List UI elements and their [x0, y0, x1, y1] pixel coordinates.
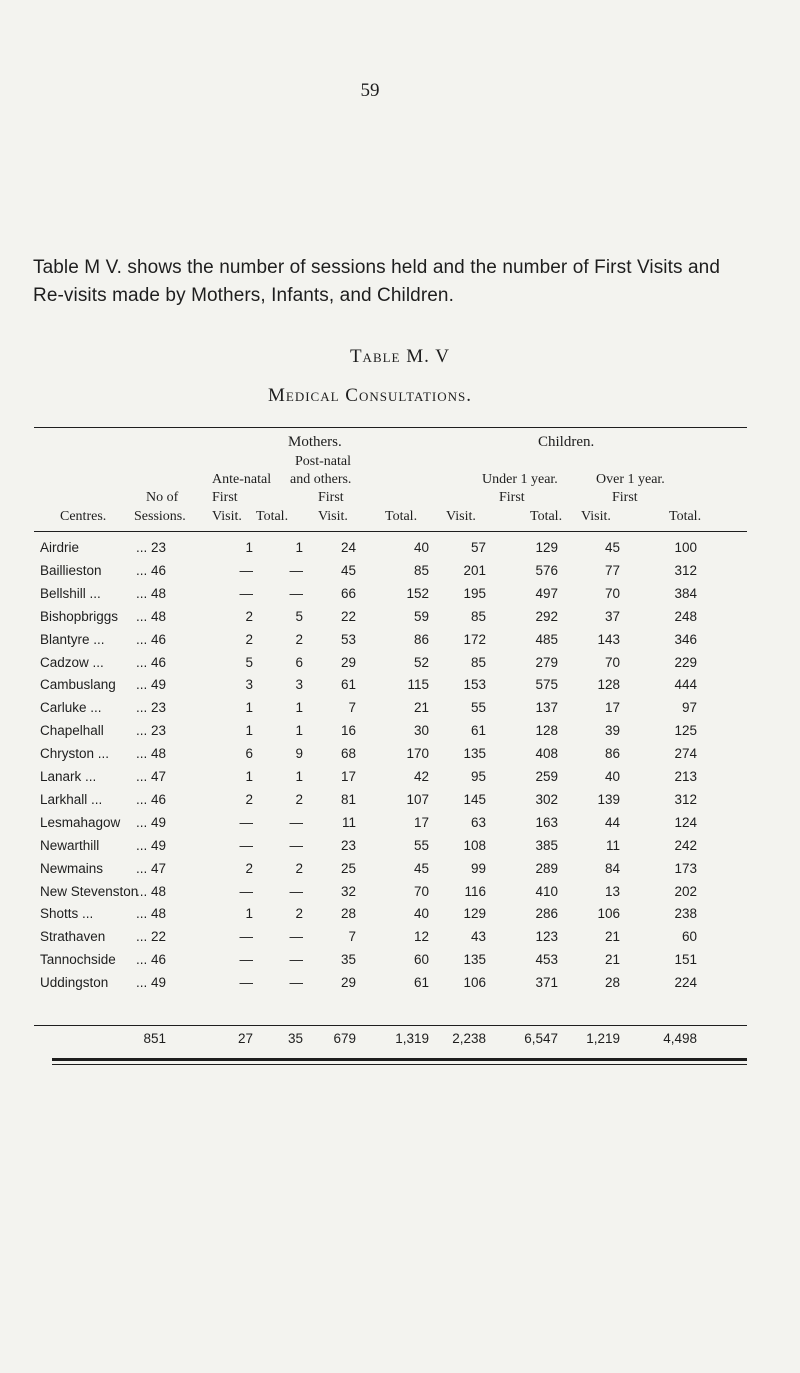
- centre-name: Bellshill ...: [40, 585, 101, 601]
- leader-dots: ...: [136, 975, 148, 991]
- cell-post-total: 59: [413, 608, 429, 624]
- header-post-natal: Post-natal: [295, 454, 351, 469]
- header-ante-natal: Ante-natal: [212, 472, 272, 487]
- header-centres: Centres.: [60, 509, 107, 524]
- header-and-others: and others.: [290, 472, 352, 487]
- cell-under-first: 61: [470, 723, 486, 739]
- total-ante-total: 35: [287, 1031, 303, 1046]
- cell-post-first: 24: [340, 540, 356, 555]
- cell-sessions: 47: [150, 769, 166, 784]
- cell-over-total: 248: [674, 608, 697, 624]
- cell-over-first: 21: [604, 952, 620, 968]
- leader-dots: ...: [136, 700, 148, 716]
- centre-name: Shotts ...: [40, 906, 94, 922]
- cell-ante-first: —: [239, 814, 253, 830]
- total-under-first: 2,238: [452, 1031, 486, 1046]
- cell-under-first: 135: [463, 952, 486, 968]
- cell-post-first: 7: [348, 929, 356, 945]
- cell-ante-first: 2: [245, 860, 253, 876]
- cell-sessions: 48: [150, 906, 166, 922]
- cell-under-total: 453: [535, 952, 558, 968]
- leader-dots: ...: [136, 540, 148, 555]
- cell-over-first: 11: [605, 837, 620, 853]
- cell-post-total: 17: [413, 814, 429, 830]
- cell-post-total: 170: [406, 746, 429, 762]
- leader-dots: ...: [136, 746, 148, 762]
- cell-post-first: 28: [340, 906, 356, 922]
- cell-under-total: 302: [535, 791, 558, 807]
- header-children: Children.: [538, 434, 595, 450]
- total-under-total: 6,547: [524, 1031, 558, 1046]
- header-total-post: Total.: [385, 509, 418, 524]
- cell-post-first: 22: [340, 608, 356, 624]
- table-row: [0, 700, 800, 722]
- centre-name: Uddingston: [40, 975, 109, 991]
- cell-ante-first: 2: [245, 631, 253, 647]
- header-first-over: First: [612, 490, 638, 505]
- header-no-of: No of: [146, 490, 179, 505]
- centre-name: Tannochside: [40, 952, 116, 968]
- cell-under-total: 129: [535, 540, 558, 555]
- leader-dots: ...: [136, 814, 148, 830]
- cell-under-total: 286: [535, 906, 558, 922]
- cell-over-total: 124: [674, 814, 697, 830]
- leader-dots: ...: [136, 837, 148, 853]
- cell-ante-total: 1: [295, 769, 303, 784]
- cell-over-total: 213: [674, 769, 697, 784]
- cell-post-first: 66: [340, 585, 356, 601]
- cell-under-first: 116: [464, 883, 486, 899]
- cell-post-first: 23: [340, 837, 356, 853]
- cell-post-total: 45: [413, 860, 429, 876]
- header-visit-ante: Visit.: [212, 509, 242, 524]
- cell-sessions: 46: [150, 654, 166, 670]
- cell-ante-first: 3: [245, 677, 253, 693]
- cell-ante-first: —: [239, 929, 253, 945]
- cell-ante-total: —: [289, 929, 303, 945]
- cell-ante-first: —: [239, 975, 253, 991]
- cell-post-total: 85: [413, 562, 429, 578]
- cell-over-total: 173: [674, 860, 697, 876]
- cell-over-total: 202: [674, 883, 697, 899]
- cell-post-total: 30: [413, 723, 429, 739]
- header-over-1-year: Over 1 year.: [596, 472, 665, 487]
- centre-name: Larkhall ...: [40, 791, 103, 807]
- cell-post-first: 61: [340, 677, 356, 693]
- table-row: [0, 975, 800, 997]
- cell-under-total: 385: [535, 837, 558, 853]
- cell-sessions: 46: [150, 791, 166, 807]
- cell-post-total: 21: [413, 700, 429, 716]
- cell-under-first: 55: [470, 700, 486, 716]
- cell-ante-total: 2: [295, 791, 303, 807]
- centre-name: Blantyre ...: [40, 631, 105, 647]
- table-row: [0, 792, 800, 814]
- centre-name: Chapelhall: [40, 723, 104, 739]
- cell-sessions: 23: [150, 540, 166, 555]
- leader-dots: ...: [136, 883, 148, 899]
- cell-post-total: 86: [413, 631, 429, 647]
- cell-under-first: 108: [463, 837, 486, 853]
- cell-over-total: 274: [674, 746, 697, 762]
- cell-ante-first: 6: [245, 746, 253, 762]
- cell-over-first: 28: [604, 975, 620, 991]
- leader-dots: ...: [136, 585, 148, 601]
- cell-over-total: 229: [674, 654, 697, 670]
- table-row: [0, 563, 800, 585]
- cell-under-total: 163: [535, 814, 558, 830]
- total-post-first: 679: [333, 1031, 356, 1046]
- cell-ante-total: 2: [295, 631, 303, 647]
- cell-sessions: 48: [150, 746, 166, 762]
- intro-paragraph: Table M V. shows the number of sessions held and the number of First Visits and Re-visits made by Mothers, Infants, and Children.: [33, 257, 720, 306]
- cell-ante-total: 9: [295, 746, 303, 762]
- cell-ante-total: —: [289, 952, 303, 968]
- table-row: [0, 586, 800, 608]
- cell-ante-total: 1: [295, 723, 303, 739]
- cell-ante-total: —: [289, 837, 303, 853]
- cell-under-first: 85: [470, 654, 486, 670]
- header-first-under: First: [499, 490, 525, 505]
- cell-ante-total: 2: [295, 906, 303, 922]
- cell-sessions: 46: [150, 631, 166, 647]
- cell-ante-first: 1: [245, 540, 253, 555]
- leader-dots: ...: [136, 631, 148, 647]
- cell-over-first: 106: [597, 906, 620, 922]
- cell-sessions: 49: [150, 814, 166, 830]
- header-visit-under: Visit.: [446, 509, 476, 524]
- header-total-under: Total.: [530, 509, 563, 524]
- table-header-rule: [34, 531, 747, 532]
- cell-under-first: 135: [463, 746, 486, 762]
- leader-dots: ...: [136, 791, 148, 807]
- cell-ante-total: —: [289, 562, 303, 578]
- table-row: [0, 677, 800, 699]
- total-post-total: 1,319: [395, 1031, 429, 1046]
- header-sessions: Sessions.: [134, 509, 186, 524]
- table-subtitle: Medical Consultations.: [268, 385, 472, 406]
- cell-ante-first: —: [239, 562, 253, 578]
- header-first-post: First: [318, 490, 344, 505]
- table-row: [0, 769, 800, 791]
- table-bottom-rule: [34, 1025, 747, 1026]
- cell-ante-first: —: [239, 585, 253, 601]
- centre-name: Newarthill: [40, 837, 100, 853]
- cell-sessions: 49: [150, 837, 166, 853]
- header-total-over: Total.: [669, 509, 702, 524]
- cell-ante-total: 2: [295, 860, 303, 876]
- header-total-ante: Total.: [256, 509, 289, 524]
- cell-ante-first: 5: [245, 654, 253, 670]
- cell-ante-total: 6: [295, 654, 303, 670]
- cell-over-total: 224: [674, 975, 697, 991]
- cell-over-total: 60: [681, 929, 697, 945]
- cell-post-first: 29: [340, 654, 356, 670]
- cell-over-total: 151: [674, 952, 697, 968]
- cell-under-total: 279: [535, 654, 558, 670]
- cell-under-total: 371: [535, 975, 558, 991]
- header-under-1-year: Under 1 year.: [482, 472, 558, 487]
- cell-under-total: 128: [535, 723, 558, 739]
- leader-dots: ...: [136, 929, 148, 945]
- table-row: [0, 929, 800, 951]
- cell-under-total: 408: [535, 746, 558, 762]
- cell-over-first: 86: [604, 746, 620, 762]
- cell-post-total: 61: [413, 975, 429, 991]
- cell-under-first: 106: [463, 975, 486, 991]
- table-row: [0, 632, 800, 654]
- table-row: [0, 861, 800, 883]
- cell-post-first: 7: [348, 700, 356, 716]
- cell-over-total: 242: [674, 837, 697, 853]
- cell-under-total: 259: [535, 769, 558, 784]
- centre-name: Cambuslang: [40, 677, 116, 693]
- cell-post-first: 25: [340, 860, 356, 876]
- cell-over-total: 97: [681, 700, 697, 716]
- cell-post-first: 11: [341, 814, 356, 830]
- table-end-rule-thin: [52, 1064, 747, 1065]
- cell-under-first: 129: [463, 906, 486, 922]
- leader-dots: ...: [136, 654, 148, 670]
- cell-under-total: 137: [535, 700, 558, 716]
- cell-under-first: 43: [470, 929, 486, 945]
- cell-post-first: 17: [340, 769, 356, 784]
- table-row: [0, 540, 800, 562]
- centre-name: Chryston ...: [40, 746, 110, 762]
- centre-name: Bishopbriggs: [40, 608, 119, 624]
- cell-over-first: 84: [604, 860, 620, 876]
- cell-sessions: 23: [150, 700, 166, 716]
- leader-dots: ...: [136, 769, 148, 784]
- cell-under-first: 99: [470, 860, 486, 876]
- cell-over-total: 100: [674, 540, 697, 555]
- cell-ante-total: —: [289, 585, 303, 601]
- cell-ante-total: 1: [295, 700, 303, 716]
- cell-sessions: 47: [150, 860, 166, 876]
- cell-ante-first: 1: [245, 769, 253, 784]
- centre-name: Cadzow ...: [40, 654, 104, 670]
- cell-over-first: 45: [604, 540, 620, 555]
- table-row: [0, 884, 800, 906]
- cell-over-first: 70: [604, 585, 620, 601]
- cell-over-first: 37: [604, 608, 620, 624]
- table-row: [0, 838, 800, 860]
- cell-over-first: 70: [604, 654, 620, 670]
- table-row: [0, 906, 800, 928]
- cell-over-total: 312: [674, 791, 697, 807]
- centre-name: Airdrie: [40, 540, 80, 555]
- leader-dots: ...: [136, 906, 148, 922]
- cell-over-first: 143: [597, 631, 620, 647]
- cell-post-first: 81: [340, 791, 356, 807]
- cell-post-total: 70: [413, 883, 429, 899]
- cell-post-total: 40: [413, 540, 429, 555]
- table-row: [0, 746, 800, 768]
- table-row: [0, 723, 800, 745]
- cell-post-first: 32: [340, 883, 356, 899]
- cell-sessions: 49: [150, 975, 166, 991]
- cell-ante-total: 1: [295, 540, 303, 555]
- cell-post-total: 115: [407, 677, 429, 693]
- cell-under-total: 123: [535, 929, 558, 945]
- cell-post-first: 16: [340, 723, 356, 739]
- cell-over-first: 77: [604, 562, 620, 578]
- centre-name: Strathaven: [40, 929, 106, 945]
- cell-under-first: 153: [463, 677, 486, 693]
- table-title: Table M. V: [349, 346, 451, 367]
- cell-over-first: 44: [604, 814, 620, 830]
- total-over-first: 1,219: [586, 1031, 620, 1046]
- cell-under-total: 410: [535, 883, 558, 899]
- cell-over-total: 125: [674, 723, 697, 739]
- cell-under-first: 63: [470, 814, 486, 830]
- cell-under-total: 576: [535, 562, 558, 578]
- table-row: [0, 609, 800, 631]
- total-sessions: 851: [143, 1031, 166, 1046]
- leader-dots: ...: [136, 860, 148, 876]
- leader-dots: ...: [136, 952, 148, 968]
- page-number: 59: [360, 80, 380, 101]
- cell-over-first: 17: [604, 700, 620, 716]
- cell-under-total: 497: [535, 585, 558, 601]
- cell-ante-total: 3: [295, 677, 303, 693]
- cell-post-total: 152: [406, 585, 429, 601]
- table-end-rule-thick: [52, 1058, 747, 1061]
- cell-ante-first: 2: [245, 608, 253, 624]
- cell-post-first: 53: [340, 631, 356, 647]
- table-row: [0, 655, 800, 677]
- cell-sessions: 48: [150, 585, 166, 601]
- cell-sessions: 23: [150, 723, 166, 739]
- cell-post-total: 12: [413, 929, 429, 945]
- cell-ante-first: —: [239, 837, 253, 853]
- cell-over-first: 128: [597, 677, 620, 693]
- cell-over-first: 39: [604, 723, 620, 739]
- cell-post-total: 60: [413, 952, 429, 968]
- cell-post-total: 107: [406, 791, 429, 807]
- totals-row: [0, 1031, 800, 1053]
- cell-over-total: 346: [674, 631, 697, 647]
- leader-dots: ...: [136, 608, 148, 624]
- cell-under-first: 172: [463, 631, 486, 647]
- cell-post-total: 40: [413, 906, 429, 922]
- cell-ante-first: 1: [245, 906, 253, 922]
- cell-sessions: 46: [150, 562, 166, 578]
- header-first-ante: First: [212, 490, 238, 505]
- cell-over-total: 312: [674, 562, 697, 578]
- cell-under-total: 292: [535, 608, 558, 624]
- cell-ante-first: 2: [245, 791, 253, 807]
- cell-over-total: 444: [674, 677, 697, 693]
- cell-under-total: 289: [535, 860, 558, 876]
- cell-over-total: 238: [674, 906, 697, 922]
- cell-post-total: 55: [413, 837, 429, 853]
- cell-post-total: 52: [413, 654, 429, 670]
- cell-ante-first: 1: [245, 700, 253, 716]
- centre-name: New Stevenston: [40, 883, 139, 899]
- cell-under-first: 57: [470, 540, 486, 555]
- cell-sessions: 46: [150, 952, 166, 968]
- cell-over-first: 139: [597, 791, 620, 807]
- cell-under-first: 85: [470, 608, 486, 624]
- centre-name: Baillieston: [40, 562, 102, 578]
- centre-name: Lesmahagow: [40, 814, 121, 830]
- cell-ante-total: —: [289, 975, 303, 991]
- leader-dots: ...: [136, 723, 148, 739]
- cell-ante-first: —: [239, 883, 253, 899]
- cell-over-first: 13: [604, 883, 620, 899]
- header-visit-post: Visit.: [318, 509, 348, 524]
- cell-under-first: 201: [463, 562, 486, 578]
- cell-post-total: 42: [413, 769, 429, 784]
- cell-sessions: 48: [150, 883, 166, 899]
- cell-sessions: 49: [150, 677, 166, 693]
- centre-name: Carluke ...: [40, 700, 102, 716]
- cell-ante-total: 5: [295, 608, 303, 624]
- cell-post-first: 29: [340, 975, 356, 991]
- table-row: [0, 815, 800, 837]
- leader-dots: ...: [136, 562, 148, 578]
- cell-over-first: 21: [604, 929, 620, 945]
- cell-sessions: 22: [150, 929, 166, 945]
- cell-sessions: 48: [150, 608, 166, 624]
- cell-under-total: 575: [535, 677, 558, 693]
- cell-over-first: 40: [604, 769, 620, 784]
- header-mothers: Mothers.: [288, 434, 342, 450]
- cell-under-first: 145: [463, 791, 486, 807]
- cell-post-first: 35: [340, 952, 356, 968]
- centre-name: Lanark ...: [40, 769, 97, 784]
- cell-post-first: 68: [340, 746, 356, 762]
- cell-ante-first: —: [239, 952, 253, 968]
- leader-dots: ...: [136, 677, 148, 693]
- centre-name: Newmains: [40, 860, 104, 876]
- cell-under-first: 95: [470, 769, 486, 784]
- header-visit-over: Visit.: [581, 509, 611, 524]
- table-top-rule: [34, 427, 747, 428]
- cell-post-first: 45: [340, 562, 356, 578]
- cell-under-first: 195: [463, 585, 486, 601]
- total-over-total: 4,498: [663, 1031, 697, 1046]
- total-ante-first: 27: [237, 1031, 253, 1046]
- table-row: [0, 952, 800, 974]
- cell-over-total: 384: [674, 585, 697, 601]
- cell-under-total: 485: [535, 631, 558, 647]
- cell-ante-total: —: [289, 883, 303, 899]
- cell-ante-total: —: [289, 814, 303, 830]
- cell-ante-first: 1: [245, 723, 253, 739]
